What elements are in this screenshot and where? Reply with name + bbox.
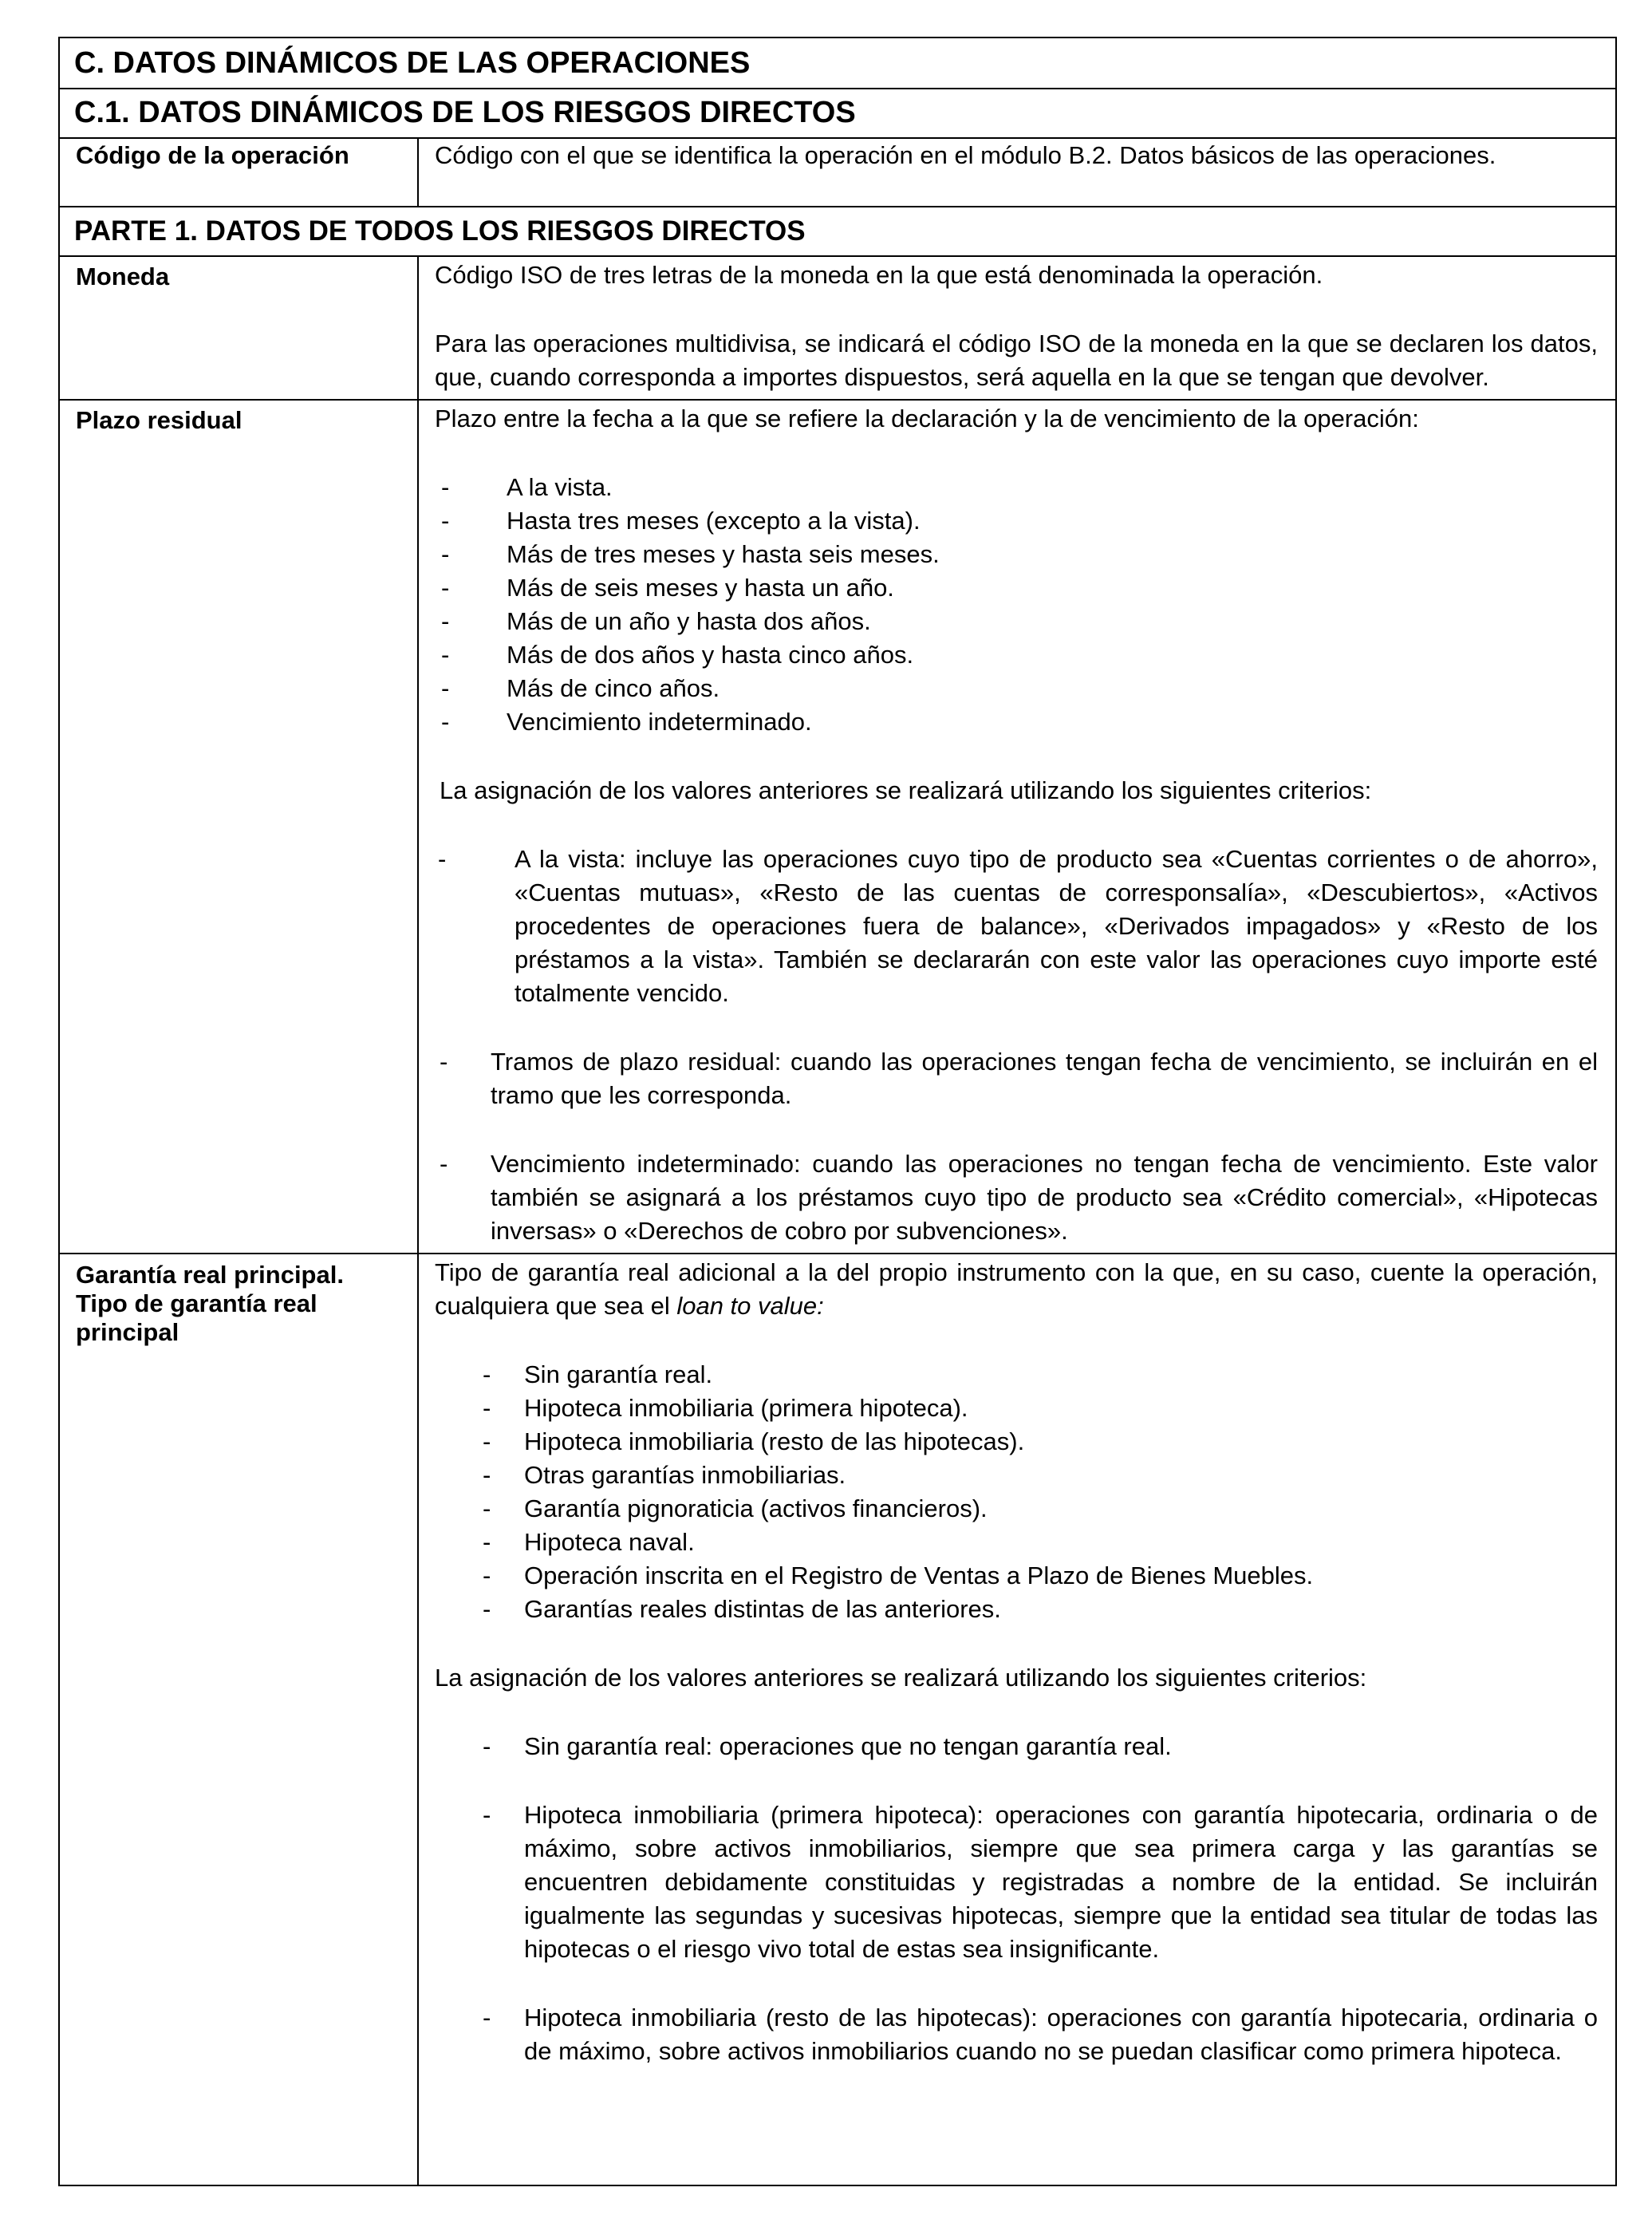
plazo-value-item xyxy=(435,605,1598,638)
codigo-label: Código de la operación xyxy=(59,138,418,207)
moneda-label: Moneda xyxy=(59,256,418,400)
garantia-value-item-text: Otras garantías inmobiliarias. xyxy=(524,1461,846,1489)
garantia-label xyxy=(59,1254,418,2185)
garantia-value-item xyxy=(435,1425,1598,1459)
garantia-criterion-text: Sin garantía real: operaciones que no tengan garantía real. xyxy=(524,1732,1172,1760)
garantia-value-item-text: Hipoteca naval. xyxy=(524,1528,695,1556)
garantia-criterion xyxy=(435,1798,1598,1966)
spacer xyxy=(435,739,1598,774)
garantia-label-line-1: Garantía real principal. xyxy=(76,1261,344,1289)
plazo-criterion-text: A la vista: incluye las operaciones cuyo tipo de producto sea «Cuentas corrientes o de ahorro», «Cuentas mutuas», «Resto de las cuentas de corresponsalía», «Descubiertos», «Activos procedentes de operaciones fuera de balance», «Derivados impagados» y «Resto de los préstamos a la vista». También se declararán con este valor las operaciones cuyo importe esté totalmente vencido. xyxy=(515,845,1598,1007)
bullet-dash: - xyxy=(483,1494,491,1522)
garantia-intro xyxy=(435,1256,1598,1323)
moneda-row xyxy=(59,256,1616,400)
plazo-value-item-text: Vencimiento indeterminado. xyxy=(507,708,812,736)
plazo-value-item-text: Más de cinco años. xyxy=(507,674,720,702)
plazo-value-item xyxy=(435,538,1598,571)
bullet-dash: - xyxy=(483,1427,491,1455)
bullet-dash: - xyxy=(483,1528,491,1556)
plazo-value-item xyxy=(435,471,1598,504)
bullet-dash: - xyxy=(441,674,450,702)
plazo-criterion xyxy=(435,1045,1598,1112)
plazo-value-item xyxy=(435,638,1598,672)
garantia-value-item-text: Garantías reales distintas de las anteriores. xyxy=(524,1595,1001,1623)
document-page xyxy=(58,37,1615,2186)
spacer xyxy=(435,436,1598,471)
section-c1-row xyxy=(59,89,1616,138)
parte1-title: PARTE 1. DATOS DE TODOS LOS RIESGOS DIRECTOS xyxy=(59,207,1616,256)
bullet-dash: - xyxy=(441,708,450,736)
spacer xyxy=(435,1763,1598,1798)
bullet-dash: - xyxy=(483,1360,491,1388)
bullet-dash: - xyxy=(441,507,450,535)
bullet-dash: - xyxy=(441,607,450,635)
plazo-values-list xyxy=(435,471,1598,739)
garantia-value-item xyxy=(435,1459,1598,1492)
garantia-description xyxy=(418,1254,1616,2185)
garantia-value-item xyxy=(435,1392,1598,1425)
spacer xyxy=(435,807,1598,843)
plazo-criteria-intro: La asignación de los valores anteriores se realizará utilizando los siguientes criterios: xyxy=(440,776,1372,804)
moneda-paragraph-1: Código ISO de tres letras de la moneda en la que está denominada la operación. xyxy=(435,261,1323,289)
garantia-criterion xyxy=(435,1730,1598,1763)
moneda-description xyxy=(418,256,1616,400)
plazo-value-item-text: Más de un año y hasta dos años. xyxy=(507,607,871,635)
bullet-dash: - xyxy=(441,473,450,501)
garantia-intro-italic: loan to value: xyxy=(676,1292,824,1320)
plazo-value-item xyxy=(435,672,1598,705)
garantia-value-item-text: Operación inscrita en el Registro de Ventas a Plazo de Bienes Muebles. xyxy=(524,1562,1314,1589)
bullet-dash: - xyxy=(483,1461,491,1489)
bullet-dash: - xyxy=(483,1562,491,1589)
spacer xyxy=(435,1323,1598,1358)
garantia-value-item-text: Garantía pignoraticia (activos financieros). xyxy=(524,1494,988,1522)
bullet-dash: - xyxy=(441,540,450,568)
spacer xyxy=(435,1112,1598,1147)
garantia-values-list xyxy=(435,1358,1598,1626)
garantia-intro-text: Tipo de garantía real adicional a la del propio instrumento con la que, en su caso, cuente la operación, cualquiera que sea el xyxy=(435,1258,1598,1320)
garantia-criterion xyxy=(435,2001,1598,2068)
spacer xyxy=(435,1010,1598,1045)
bullet-dash: - xyxy=(483,1595,491,1623)
section-c-row xyxy=(59,38,1616,89)
codigo-row xyxy=(59,138,1616,207)
plazo-value-item-text: Más de tres meses y hasta seis meses. xyxy=(507,540,940,568)
plazo-value-item xyxy=(435,504,1598,538)
garantia-criterion-text: Hipoteca inmobiliaria (resto de las hipotecas): operaciones con garantía hipotecaria, ordinaria o de máximo, sobre activos inmobiliarios cuando no se puedan clasificar como primera hipoteca. xyxy=(524,2004,1598,2065)
plazo-value-item-text: Más de seis meses y hasta un año. xyxy=(507,574,894,602)
plazo-value-item-text: A la vista. xyxy=(507,473,613,501)
garantia-value-item-text: Hipoteca inmobiliaria (resto de las hipotecas). xyxy=(524,1427,1025,1455)
plazo-label: Plazo residual xyxy=(59,400,418,1254)
garantia-value-item xyxy=(435,1559,1598,1593)
spacer xyxy=(435,292,1598,327)
plazo-description xyxy=(418,400,1616,1254)
garantia-value-item-text: Sin garantía real. xyxy=(524,1360,713,1388)
plazo-criterion-text: Vencimiento indeterminado: cuando las operaciones no tengan fecha de vencimiento. Este valor también se asignará a los préstamos cuyo tipo de producto sea «Crédito comercial», «Hipotecas inversas» o «Derechos de cobro por subvenciones». xyxy=(491,1150,1598,1245)
section-c-title: C. DATOS DINÁMICOS DE LAS OPERACIONES xyxy=(59,38,1616,89)
garantia-label-line-2: Tipo de garantía real principal xyxy=(76,1289,317,1346)
plazo-row xyxy=(59,400,1616,1254)
garantia-value-item xyxy=(435,1358,1598,1392)
garantia-row xyxy=(59,1254,1616,2185)
codigo-text: Código con el que se identifica la operación en el módulo B.2. Datos básicos de las operaciones. xyxy=(435,141,1496,169)
bullet-dash: - xyxy=(483,1394,491,1422)
bullet-dash: - xyxy=(483,1732,491,1760)
plazo-criterion xyxy=(435,843,1598,1010)
plazo-value-item-text: Hasta tres meses (excepto a la vista). xyxy=(507,507,921,535)
plazo-criterion xyxy=(435,1147,1598,1248)
codigo-description xyxy=(418,138,1616,207)
bullet-dash: - xyxy=(441,574,450,602)
bullet-dash: - xyxy=(440,1048,448,1076)
section-c1-title: C.1. DATOS DINÁMICOS DE LOS RIESGOS DIRECTOS xyxy=(59,89,1616,138)
bullet-dash: - xyxy=(483,1801,491,1829)
moneda-paragraph-2: Para las operaciones multidivisa, se indicará el código ISO de la moneda en la que se declaren los datos, que, cuando corresponda a importes dispuestos, será aquella en la que se tengan que devolver. xyxy=(435,330,1598,391)
plazo-value-item xyxy=(435,705,1598,739)
garantia-criteria-intro: La asignación de los valores anteriores se realizará utilizando los siguientes criterios: xyxy=(435,1664,1367,1692)
garantia-value-item xyxy=(435,1492,1598,1526)
parte1-row xyxy=(59,207,1616,256)
garantia-value-item xyxy=(435,1526,1598,1559)
garantia-criterion-text: Hipoteca inmobiliaria (primera hipoteca): operaciones con garantía hipotecaria, ordinaria o de máximo, sobre activos inmobiliarios, siempre que sea primera carga y las garantías se encuentren debidamente constituidas y registradas a nombre de la entidad. Se incluirán igualmente las segundas y sucesivas hipotecas, siempre que la entidad sea titular de todas las hipotecas o el riesgo vivo total de estas sea insignificante. xyxy=(524,1801,1598,1963)
bullet-dash: - xyxy=(483,2004,491,2031)
spacer xyxy=(435,1966,1598,2001)
spacer xyxy=(435,1626,1598,1661)
plazo-value-item-text: Más de dos años y hasta cinco años. xyxy=(507,641,914,669)
plazo-criterion-text: Tramos de plazo residual: cuando las operaciones tengan fecha de vencimiento, se incluirán en el tramo que les corresponda. xyxy=(491,1048,1598,1109)
plazo-intro: Plazo entre la fecha a la que se refiere la declaración y la de vencimiento de la operación: xyxy=(435,405,1419,432)
bullet-dash: - xyxy=(440,1150,448,1178)
spacer xyxy=(435,1695,1598,1730)
garantia-value-item xyxy=(435,1593,1598,1626)
bullet-dash: - xyxy=(441,641,450,669)
bullet-dash: - xyxy=(438,845,447,873)
plazo-value-item xyxy=(435,571,1598,605)
garantia-value-item-text: Hipoteca inmobiliaria (primera hipoteca). xyxy=(524,1394,968,1422)
definitions-table xyxy=(58,37,1617,2186)
